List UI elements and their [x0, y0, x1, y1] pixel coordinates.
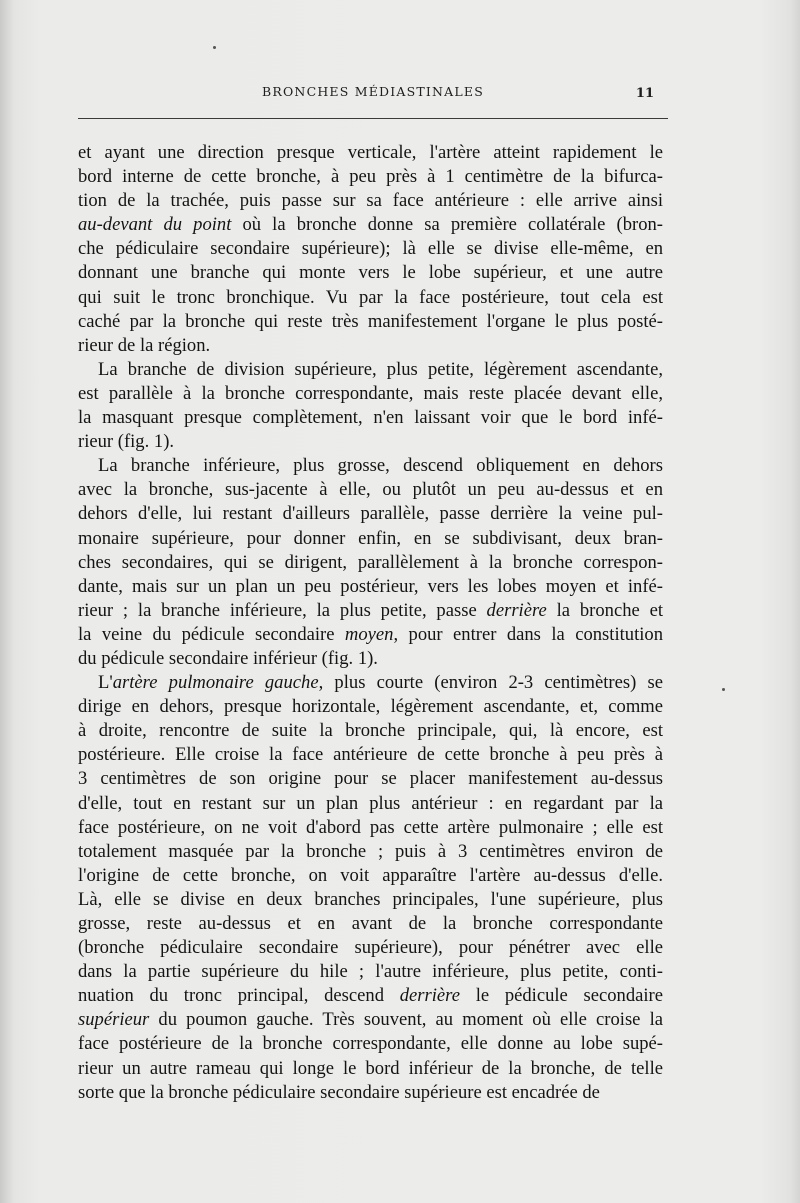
text-line: sorte que la bronche pédiculaire secondaire supérieure est encadrée de [78, 1081, 600, 1103]
text-line: rieur un autre rameau qui longe le bord inférieur de la bronche, de telle [78, 1057, 663, 1079]
text-line: 3 centimètres de son origine pour se placer manifestement au-dessus [78, 768, 663, 790]
text-line: du pédicule secondaire inférieur (fig. 1). [78, 647, 378, 669]
text-line [78, 213, 663, 237]
text-line: d'elle, tout en restant sur un plan plus antérieur : en regardant par la [78, 792, 663, 814]
italic-term: derrière [486, 599, 547, 621]
text-run: où la bronche donne sa première collatérale (bron- [231, 214, 663, 236]
text-line: rieur de la région. [78, 334, 211, 356]
text-run: la veine du pédicule secondaire [78, 623, 345, 645]
text-line [78, 623, 663, 647]
text-line: postérieure. Elle croise la face antérieure de cette bronche à peu près à [78, 744, 663, 766]
text-line: bord interne de cette bronche, à peu près à 1 centimètre de la bifurca- [78, 166, 663, 188]
text-run: la bronche et [546, 599, 663, 621]
text-line: avec la bronche, sus-jacente à elle, ou plutôt un peu au-dessus et en [78, 479, 663, 501]
paragraph [78, 671, 663, 1105]
text-line [78, 984, 663, 1008]
italic-term: supérieur [78, 1009, 150, 1031]
italic-term: derrière [399, 985, 460, 1007]
text-line: La branche de division supérieure, plus petite, légèrement ascendante, [98, 358, 663, 380]
text-line: rieur (fig. 1). [78, 431, 175, 453]
text-line: et ayant une direction presque verticale, l'artère atteint rapidement le [78, 142, 663, 163]
text-line: dirige en dehors, presque horizontale, légèrement ascendante, et, comme [78, 696, 663, 718]
text-line: face postérieure, on ne voit d'abord pas cette artère pulmonaire ; elle est [78, 816, 663, 838]
text-run: nuation du tronc principal, descend [78, 985, 400, 1007]
paragraph [78, 141, 663, 358]
italic-term: moyen [344, 623, 394, 645]
text-line: grosse, reste au-dessus et en avant de la bronche correspondante [78, 913, 663, 934]
text-line: donnant une branche qui monte vers le lobe supérieur, et une autre [78, 262, 663, 284]
text-line: qui suit le tronc bronchique. Vu par la face postérieure, tout cela est [78, 286, 663, 308]
running-header [78, 84, 668, 106]
text-line: dante, mais sur un plan un peu postérieur, vers les lobes moyen et infé- [78, 575, 663, 597]
text-line: Là, elle se divise en deux branches principales, l'une supérieure, plus [78, 888, 663, 910]
text-run: L' [98, 672, 113, 694]
text-line [78, 671, 663, 695]
text-line [78, 1008, 663, 1032]
text-line: face postérieure de la bronche correspondante, elle donne au lobe supé- [78, 1033, 663, 1055]
text-line: dehors d'elle, lui restant d'ailleurs parallèle, passe derrière la veine pul- [78, 503, 663, 525]
text-run: le pédicule secondaire [459, 985, 664, 1007]
text-run: , plus courte (environ 2-3 centimètres) se [318, 672, 663, 694]
text-run: du poumon gauche. Très souvent, au moment où elle croise la [149, 1009, 663, 1031]
text-line: che pédiculaire secondaire supérieure); là elle se divise elle-même, en [78, 238, 663, 260]
paragraph [78, 454, 663, 671]
print-speck [722, 688, 725, 691]
text-line: La branche inférieure, plus grosse, descend obliquement en dehors [98, 455, 663, 477]
text-line: (bronche pédiculaire secondaire supérieure), pour pénétrer avec elle [78, 937, 663, 959]
text-line: à droite, rencontre de suite la bronche principale, qui, là encore, est [78, 720, 663, 742]
text-line: dans la partie supérieure du hile ; l'autre inférieure, plus petite, conti- [78, 961, 663, 983]
text-line: ches secondaires, qui se dirigent, parallèlement à la bronche correspon- [78, 551, 663, 573]
italic-term: artère pulmonaire gauche [112, 672, 319, 694]
text-line: l'origine de cette bronche, on voit apparaître l'artère au-dessus d'elle. [78, 864, 663, 886]
italic-term: au-devant du point [78, 214, 232, 236]
paragraph [78, 358, 663, 454]
text-line: la masquant presque complètement, n'en laissant voir que le bord infé- [78, 407, 663, 429]
text-line: caché par la bronche qui reste très manifestement l'organe le plus posté- [78, 310, 663, 332]
text-line: est parallèle à la bronche correspondante, mais reste placée devant elle, [78, 382, 663, 404]
text-line [78, 599, 663, 623]
running-header-title: BRONCHES MÉDIASTINALES [261, 84, 484, 99]
text-run: , pour entrer dans la constitution [393, 623, 663, 645]
text-line: tion de la trachée, puis passe sur sa face antérieure : elle arrive ainsi [78, 190, 663, 212]
body-text [78, 141, 663, 1105]
text-line: monaire supérieure, pour donner enfin, en se subdivisant, deux bran- [78, 527, 663, 549]
text-run: rieur ; la branche inférieure, la plus petite, passe [78, 599, 487, 621]
print-speck [213, 46, 216, 49]
text-line: totalement masquée par la bronche ; puis à 3 centimètres environ de [78, 840, 663, 862]
page-number: 11 [635, 86, 654, 101]
header-rule [78, 118, 668, 119]
